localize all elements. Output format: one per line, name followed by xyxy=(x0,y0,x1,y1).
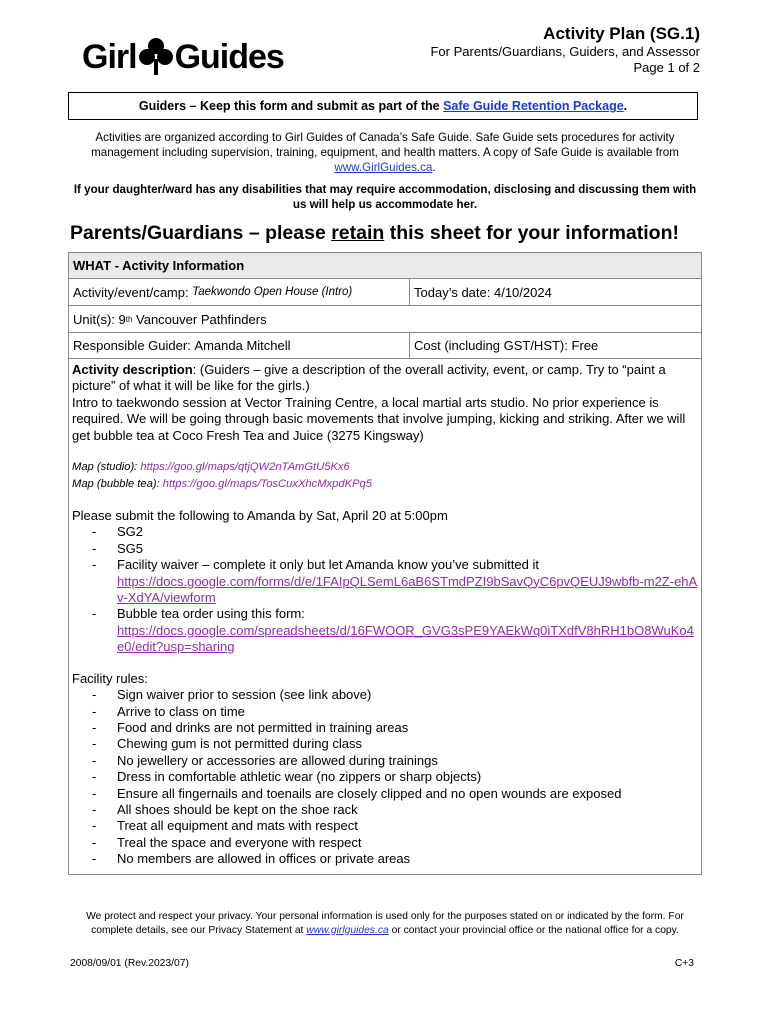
accommodation-note: If your daughter/ward has any disabilities that may require accommodation, disclosing and discussing them with us will help us accommodate her. xyxy=(73,183,697,211)
notice-end: . xyxy=(623,99,628,113)
parents-heading xyxy=(70,221,679,245)
list-item: - Ensure all fingernails and toenails are closely clipped and no open wounds are exposed xyxy=(92,786,698,802)
waiver-form-link[interactable]: https://docs.google.com/forms/d/e/1FAIpQLSemL6aB6STmdPZI9bSavQyC6pvQEUJ9wbfb-m2Z-ehAv-XdYA/viewform xyxy=(117,573,698,606)
page-indicator: Page 1 of 2 xyxy=(633,60,700,75)
heading-before: Parents/Guardians – please xyxy=(70,222,332,244)
privacy-text: We protect and respect your privacy. Your personal information is used only for the purposes stated on or indicated by the form. For complete details, see our Privacy Statement at xyxy=(86,911,684,936)
intro-text: Activities are organized according to Girl Guides of Canada’s Safe Guide. Safe Guide sets procedures for activity management including supervision, training, equipment, and health matters. A copy of Safe Guide is available from xyxy=(91,131,679,159)
activity-row xyxy=(69,279,701,306)
logo-text-girl: Girl xyxy=(82,37,137,76)
map-bubble-tea-link[interactable]: https://goo.gl/maps/TosCuxXhcMxpdKPq5 xyxy=(162,478,372,491)
logo-text-guides: Guides xyxy=(174,37,284,76)
list-item: - No members are allowed in offices or private areas xyxy=(92,851,698,867)
list-item: - SG2 xyxy=(92,524,698,540)
facility-rules-label: Facility rules: xyxy=(72,670,148,686)
list-item: - Treat all equipment and mats with respect xyxy=(92,818,698,834)
trefoil-icon xyxy=(139,37,173,77)
maps-block xyxy=(72,459,698,493)
map-studio-link[interactable]: https://goo.gl/maps/qtjQW2nTAmGtU5Kx6 xyxy=(140,461,350,474)
description-label: Activity description xyxy=(72,362,193,377)
activity-label: Activity/event/camp: xyxy=(73,284,193,300)
form-code: C+3 xyxy=(674,958,694,969)
unit-number: 9 xyxy=(118,311,126,327)
submit-list xyxy=(72,524,698,655)
list-item: - Chewing gum is not permitted during class xyxy=(92,736,698,752)
privacy-end: or contact your provincial office or the national office for a copy. xyxy=(388,924,679,936)
guider-label: Responsible Guider: xyxy=(73,338,195,353)
list-item: - Treal the space and everyone with respect xyxy=(92,835,698,851)
list-item xyxy=(92,606,698,655)
intro-paragraph xyxy=(68,130,702,175)
section-title: WHAT - Activity Information xyxy=(73,258,245,273)
document-title: Activity Plan (SG.1) xyxy=(543,24,700,43)
revision-date: 2008/09/01 (Rev.2023/07) xyxy=(70,958,189,969)
list-item: - Arrive to class on time xyxy=(92,704,698,720)
date-field[interactable] xyxy=(409,279,701,305)
map-bubble-tea-label: Map (bubble tea): xyxy=(72,478,163,491)
safe-guide-retention-link[interactable]: Safe Guide Retention Package xyxy=(443,99,624,113)
girlguides-link[interactable]: www.GirlGuides.ca xyxy=(334,161,433,174)
privacy-footer xyxy=(68,910,702,937)
list-item: - Dress in comfortable athletic wear (no zippers or sharp objects) xyxy=(92,769,698,785)
bubble-tea-form-link[interactable]: https://docs.google.com/spreadsheets/d/16FWOOR_GVG3sPE9YAEkWq0iTXdfV8hRH1bO8WuKo4e0/edit?usp=sharing xyxy=(117,622,694,655)
girl-guides-logo xyxy=(82,34,284,80)
cost-label: Cost (including GST/HST): xyxy=(414,338,572,353)
privacy-link[interactable]: www.girlguides.ca xyxy=(306,924,389,936)
heading-retain: retain xyxy=(331,222,385,244)
activity-description-field[interactable] xyxy=(72,362,698,868)
list-item: - No jewellery or accessories are allowed during trainings xyxy=(92,753,698,769)
unit-suffix: th xyxy=(125,314,133,324)
unit-field[interactable] xyxy=(69,306,701,332)
guider-value: Amanda Mitchell xyxy=(194,338,291,353)
document-header xyxy=(430,24,700,76)
activity-field[interactable] xyxy=(69,279,409,305)
description-instruction-text: : (Guiders – give a description of the overall activity, event, or camp. Try to “paint a picture” of what it will be like for the girls.) xyxy=(72,362,666,394)
activity-info-form xyxy=(68,252,702,875)
facility-rules-list xyxy=(72,687,698,867)
document-subtitle: For Parents/Guardians, Guiders, and Assessor xyxy=(430,44,700,59)
guider-row xyxy=(69,333,701,359)
heading-after: this sheet for your information! xyxy=(384,222,679,244)
list-item: - SG5 xyxy=(92,541,698,557)
description-text: Intro to taekwondo session at Vector Training Centre, a local martial arts studio. No prior experience is required. We will be going through basic movements that involve jumping, kicking and striking. After we will get bubble tea at Coco Fresh Tea and Juice (3275 Kingsway) xyxy=(72,394,686,443)
map-studio-label: Map (studio): xyxy=(72,461,141,474)
intro-end: . xyxy=(432,161,436,174)
list-item: - Sign waiver prior to session (see link above) xyxy=(92,687,698,703)
activity-value: Taekwondo Open House (Intro) xyxy=(192,286,353,298)
guider-field[interactable] xyxy=(69,333,409,358)
submit-intro: Please submit the following to Amanda by Sat, April 20 at 5:00pm xyxy=(72,508,448,524)
guiders-notice-box xyxy=(68,92,698,120)
waiver-text: Facility waiver – complete it only but let Amanda know you’ve submitted it xyxy=(117,557,539,573)
cost-value: Free xyxy=(571,338,599,353)
what-section-header xyxy=(69,253,701,279)
unit-name: Vancouver Pathfinders xyxy=(132,311,267,327)
bubble-tea-text: Bubble tea order using this form: xyxy=(117,606,305,622)
notice-text: Guiders – Keep this form and submit as part of the xyxy=(138,99,444,113)
unit-label: Unit(s): xyxy=(73,311,119,327)
list-item xyxy=(92,557,698,606)
unit-row xyxy=(69,306,701,333)
date-value: 4/10/2024 xyxy=(493,284,552,300)
list-item: - All shoes should be kept on the shoe rack xyxy=(92,802,698,818)
date-label: Today’s date: xyxy=(414,284,494,300)
list-item: - Food and drinks are not permitted in training areas xyxy=(92,720,698,736)
description-instruction xyxy=(72,362,698,395)
cost-field[interactable] xyxy=(409,333,701,358)
